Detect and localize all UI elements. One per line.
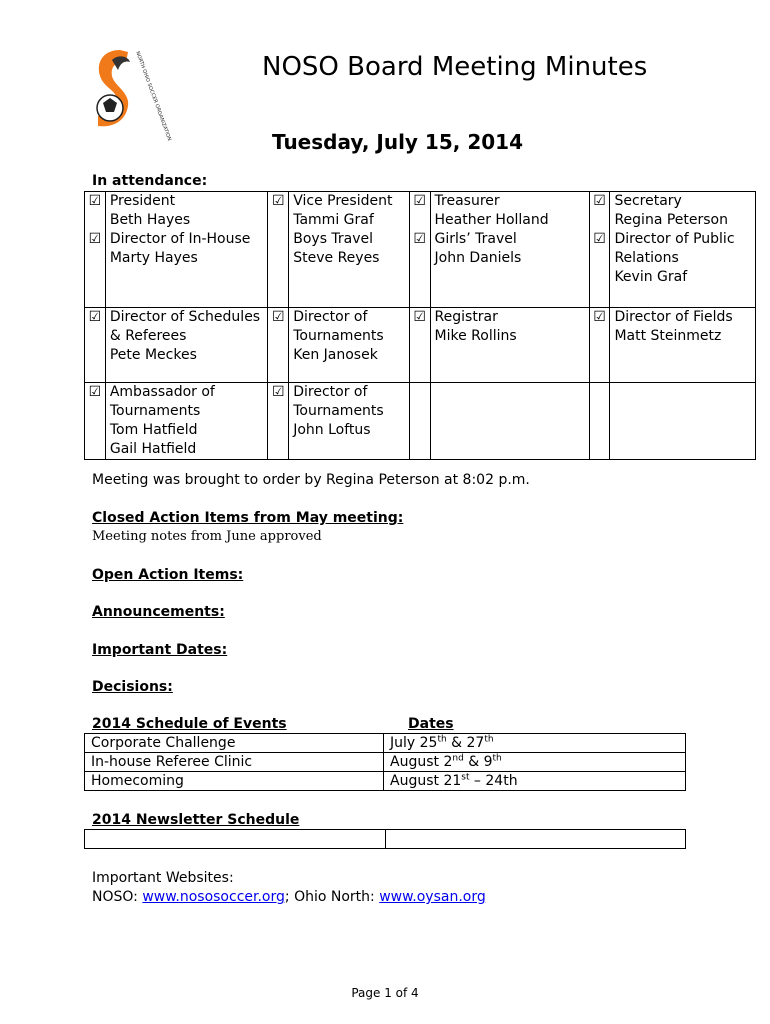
checkbox-cell: [409, 192, 430, 308]
table-row: [85, 830, 686, 849]
checkbox-cell: [409, 383, 430, 460]
attendee-line: & Referees: [109, 328, 187, 344]
table-row: [85, 734, 686, 753]
open-action-items-heading: Open Action Items:: [92, 567, 244, 583]
attendance-row: [85, 383, 756, 460]
newsletter-table: [84, 829, 686, 849]
checkbox-cell: [268, 308, 289, 383]
attendee-line: Director of: [293, 309, 368, 325]
page-number: Page 1 of 4: [351, 986, 419, 1000]
table-row: [85, 753, 686, 772]
meeting-date: Tuesday, July 15, 2014: [272, 130, 523, 154]
noso-logo: [92, 46, 173, 142]
attendee-line: Kevin Graf: [614, 269, 688, 285]
attendee-line: Tournaments: [293, 403, 384, 419]
attendee-line: Steve Reyes: [293, 250, 380, 266]
noso-label: NOSO:: [92, 889, 143, 905]
ordinal-suffix: th: [484, 734, 494, 745]
checkbox-cell: [268, 383, 289, 460]
newsletter-schedule-heading: 2014 Newsletter Schedule: [92, 812, 300, 828]
attendee-cell: [610, 383, 756, 460]
attendance-label: In attendance:: [92, 173, 208, 189]
event-cell: Corporate Challenge: [85, 734, 384, 753]
attendee-cell: [430, 308, 589, 383]
attendance-row: [85, 192, 756, 308]
svg-text:NORTH OHIO SOCCER ORGANIZATION: NORTH OHIO SOCCER ORGANIZATION: [134, 50, 173, 142]
attendee-line: Regina Peterson: [614, 212, 728, 228]
attendee-cell: [289, 308, 409, 383]
attendee-line: Marty Hayes: [109, 250, 198, 266]
attendee-cell: [289, 383, 409, 460]
date-text: July 25: [390, 735, 438, 751]
date-text: & 9: [463, 754, 493, 770]
date-text: – 24th: [469, 773, 518, 789]
checkbox-checked-icon: ☑: [413, 231, 426, 247]
date-cell: [384, 734, 686, 753]
checkbox-checked-icon: ☑: [593, 193, 606, 209]
attendee-line: President: [109, 193, 176, 209]
attendee-line: Pete Meckes: [109, 347, 197, 363]
websites-separator: ; Ohio North:: [284, 889, 380, 905]
attendee-cell: [289, 192, 409, 308]
schedule-dates-heading: Dates: [408, 716, 454, 732]
attendance-row: [85, 308, 756, 383]
checkbox-cell: [589, 192, 610, 308]
attendee-line: Beth Hayes: [109, 212, 191, 228]
checkbox-checked-icon: ☑: [272, 193, 285, 209]
attendee-line: Mike Rollins: [434, 328, 517, 344]
checkbox-cell: [85, 192, 106, 308]
attendee-line: Director of: [293, 384, 368, 400]
checkbox-checked-icon: ☑: [413, 309, 426, 325]
checkbox-checked-icon: ☑: [413, 193, 426, 209]
ordinal-suffix: th: [492, 753, 502, 764]
noso-website-link[interactable]: www.nososoccer.org: [142, 889, 285, 905]
attendee-line: Ken Janosek: [293, 347, 378, 363]
attendee-cell: [105, 383, 268, 460]
attendee-line: Ambassador of: [109, 384, 215, 400]
call-to-order-text: Meeting was brought to order by Regina Peterson at 8:02 p.m.: [92, 472, 530, 488]
ordinal-suffix: st: [461, 772, 470, 783]
date-text: August 21: [390, 773, 462, 789]
date-cell: [384, 772, 686, 791]
websites-heading: Important Websites:: [92, 870, 234, 886]
websites-line: [92, 889, 486, 905]
checkbox-checked-icon: ☑: [88, 193, 102, 209]
attendee-line: Heather Holland: [434, 212, 549, 228]
attendee-line: Relations: [614, 250, 679, 266]
page-title: NOSO Board Meeting Minutes: [262, 52, 648, 82]
decisions-heading: Decisions:: [92, 679, 173, 695]
attendee-cell: [430, 383, 589, 460]
checkbox-checked-icon: ☑: [88, 309, 102, 325]
attendee-line: Director of Fields: [614, 309, 733, 325]
ordinal-suffix: nd: [452, 753, 464, 764]
checkbox-cell: [409, 308, 430, 383]
attendee-line: Tom Hatfield: [109, 422, 198, 438]
checkbox-cell: [85, 383, 106, 460]
date-text: August 2: [390, 754, 453, 770]
checkbox-checked-icon: ☑: [272, 384, 285, 400]
attendee-line: Treasurer: [434, 193, 500, 209]
checkbox-cell: [589, 308, 610, 383]
checkbox-cell: [589, 383, 610, 460]
closed-action-items-note: Meeting notes from June approved: [92, 529, 322, 544]
attendee-line: Tournaments: [109, 403, 201, 419]
attendee-cell: [610, 192, 756, 308]
checkbox-cell: [268, 192, 289, 308]
attendee-line: Director of Public: [614, 231, 735, 247]
attendee-line: Tournaments: [293, 328, 384, 344]
attendee-line: John Loftus: [293, 422, 371, 438]
attendee-line: Girls’ Travel: [434, 231, 517, 247]
schedule-table: [84, 733, 686, 791]
checkbox-checked-icon: ☑: [88, 231, 102, 247]
attendee-line: Registrar: [434, 309, 498, 325]
attendee-cell: [430, 192, 589, 308]
checkbox-checked-icon: ☑: [272, 309, 285, 325]
closed-action-items-heading: Closed Action Items from May meeting:: [92, 510, 404, 526]
ordinal-suffix: th: [437, 734, 447, 745]
ohio-north-website-link[interactable]: www.oysan.org: [379, 889, 486, 905]
checkbox-checked-icon: ☑: [593, 309, 606, 325]
table-row: [85, 772, 686, 791]
attendee-line: Gail Hatfield: [109, 441, 197, 457]
announcements-heading: Announcements:: [92, 604, 225, 620]
attendee-line: John Daniels: [434, 250, 522, 266]
attendee-line: Secretary: [614, 193, 682, 209]
attendee-line: Tammi Graf: [293, 212, 374, 228]
attendee-line: Matt Steinmetz: [614, 328, 722, 344]
important-dates-heading: Important Dates:: [92, 642, 228, 658]
attendee-line: Director of In-House: [109, 231, 251, 247]
attendance-table: [84, 191, 756, 460]
event-cell: In-house Referee Clinic: [85, 753, 384, 772]
attendee-line: Director of Schedules: [109, 309, 261, 325]
date-text: & 27: [446, 735, 485, 751]
checkbox-cell: [85, 308, 106, 383]
table-cell: [386, 830, 686, 849]
schedule-heading: 2014 Schedule of Events: [92, 716, 287, 732]
date-cell: [384, 753, 686, 772]
attendee-cell: [610, 308, 756, 383]
attendee-line: Boys Travel: [293, 231, 374, 247]
attendee-cell: [105, 308, 268, 383]
attendee-cell: [105, 192, 268, 308]
table-cell: [85, 830, 386, 849]
event-cell: Homecoming: [85, 772, 384, 791]
attendee-line: Vice President: [293, 193, 393, 209]
checkbox-checked-icon: ☑: [88, 384, 102, 400]
checkbox-checked-icon: ☑: [593, 231, 606, 247]
